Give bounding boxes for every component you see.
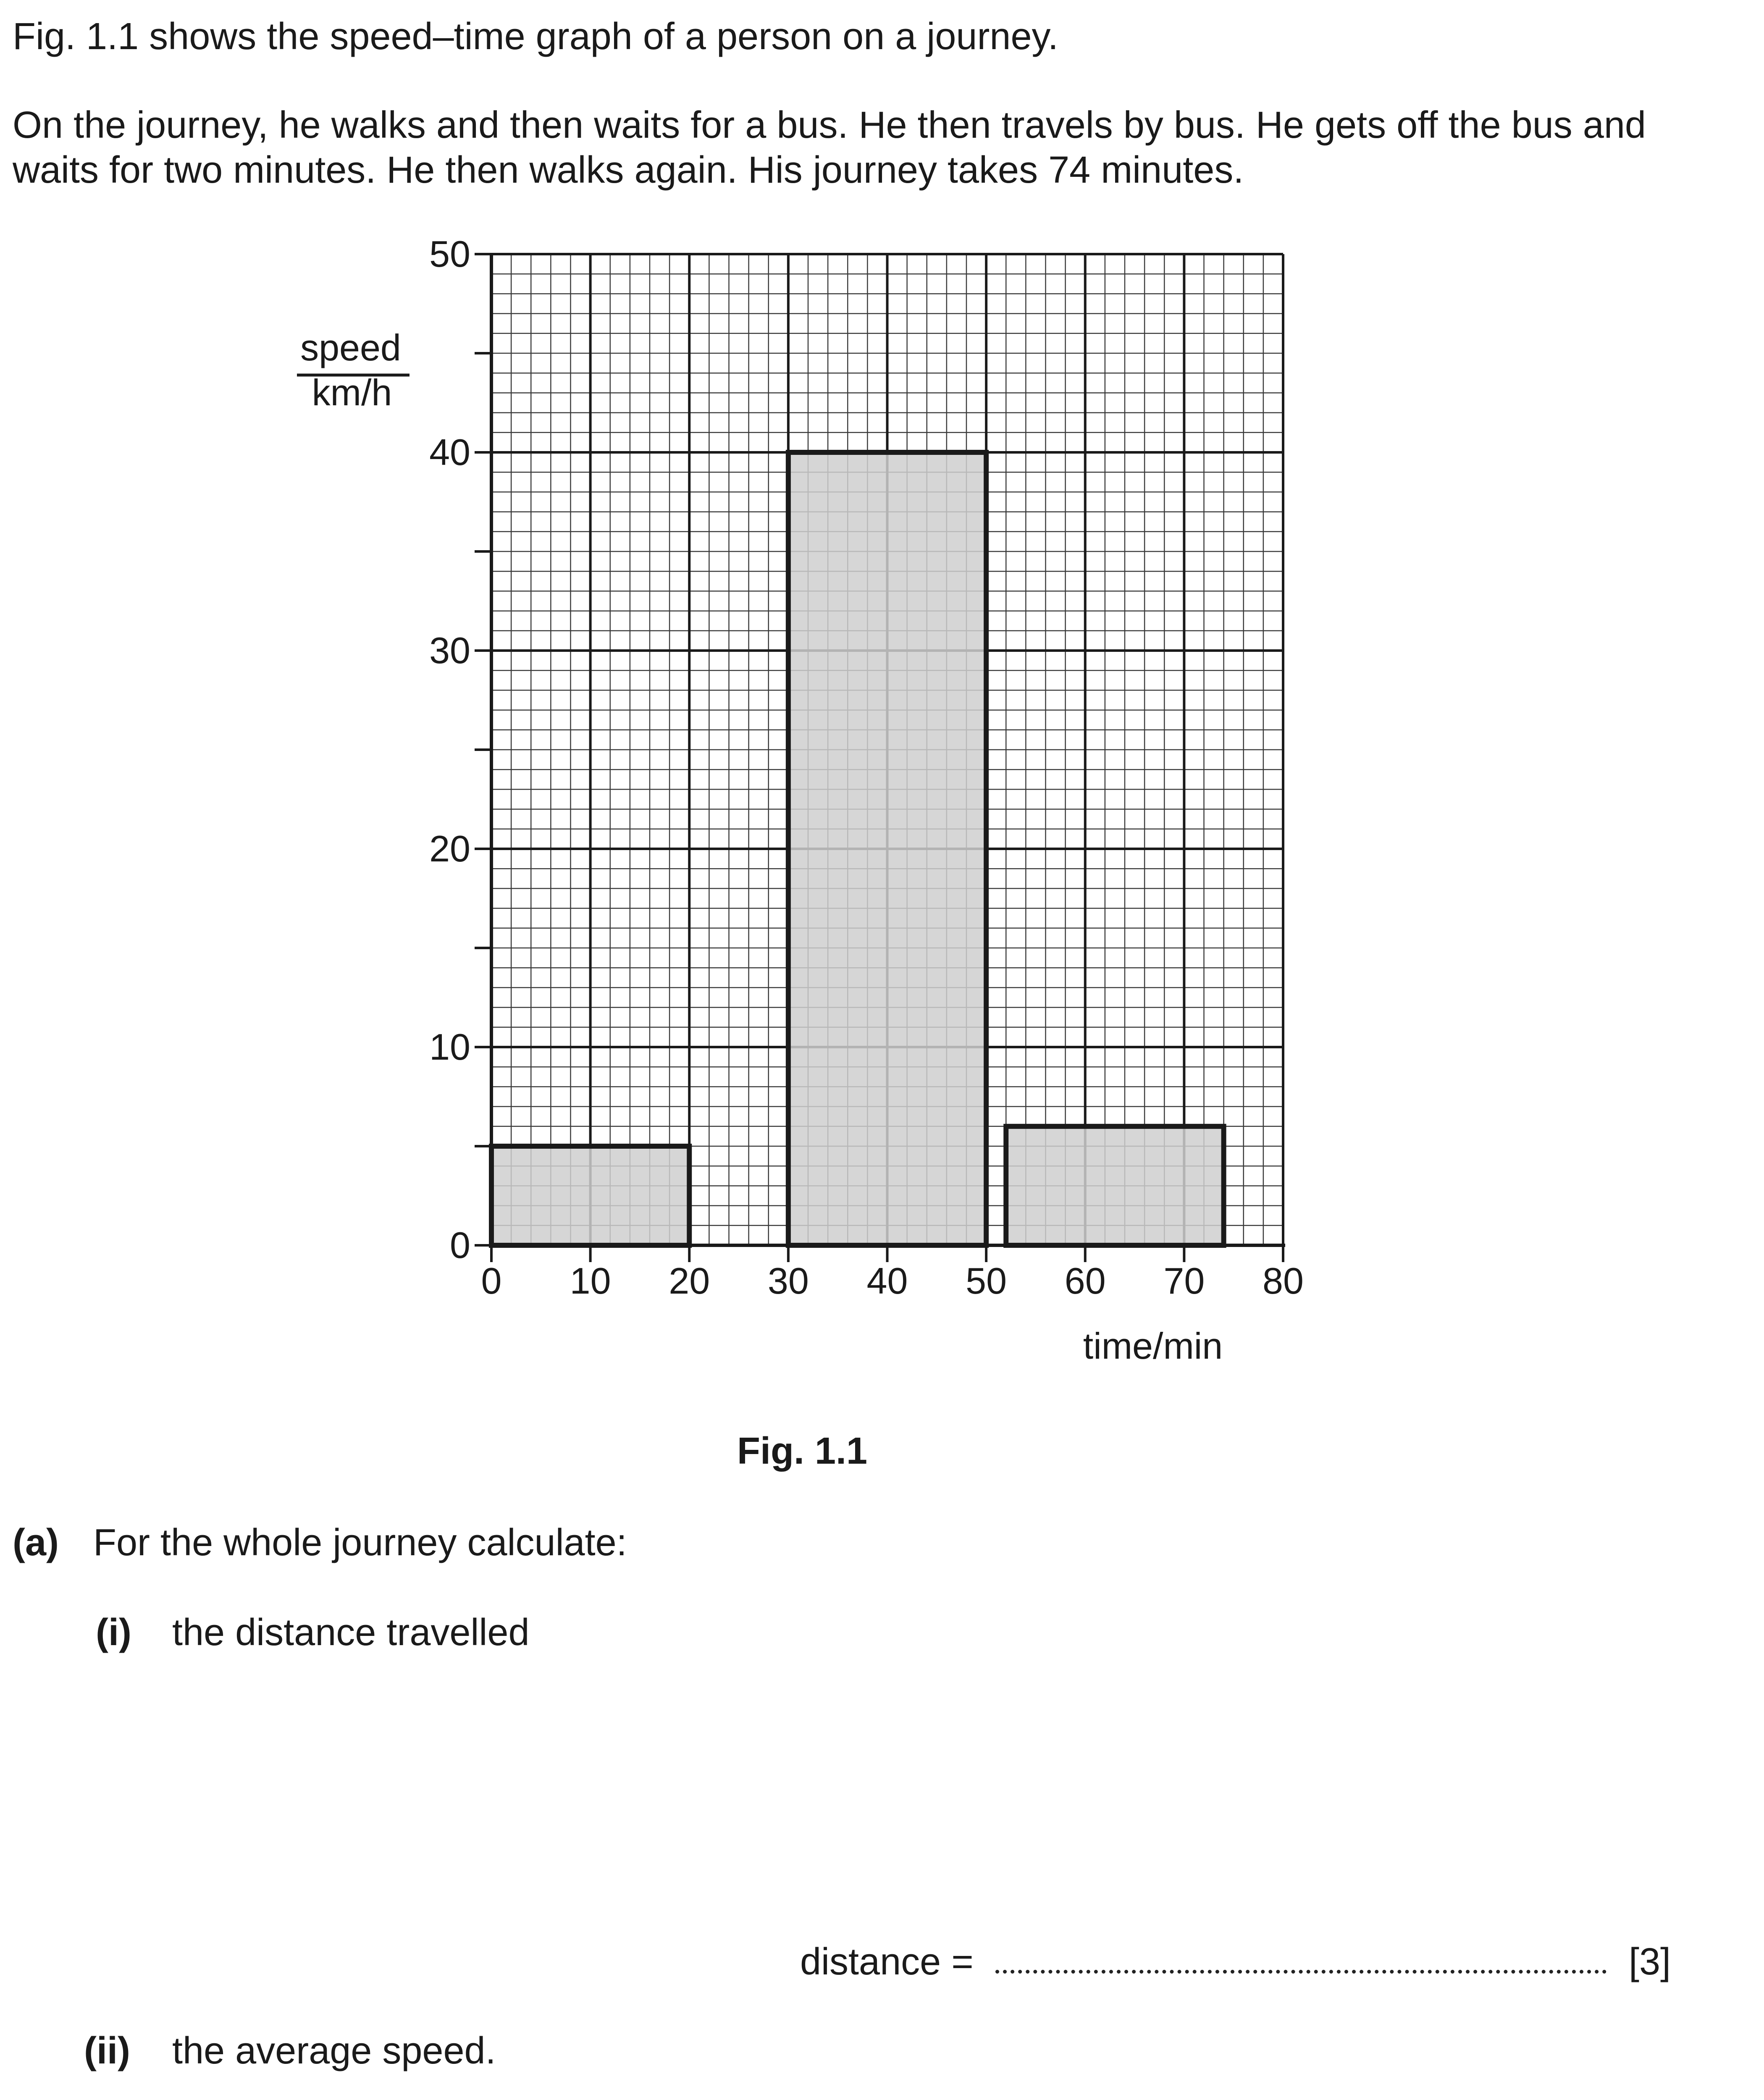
x-axis-label: time/min <box>1083 1325 1223 1367</box>
intro-line-3: waits for two minutes. He then walks again. His journey takes 74 minutes. <box>13 149 1244 191</box>
speed-segment-fill <box>1006 1126 1223 1245</box>
y-tick-label: 30 <box>429 630 470 671</box>
part-a-ii-label: (ii) <box>84 2030 130 2072</box>
part-a-text: For the whole journey calculate: <box>93 1522 627 1564</box>
intro-line-1: Fig. 1.1 shows the speed–time graph of a person on a journey. <box>13 16 1058 58</box>
x-tick-label: 60 <box>1064 1260 1106 1302</box>
intro-line-2: On the journey, he walks and then waits for a bus. He then travels by bus. He gets off the bus and <box>13 104 1646 146</box>
y-axis-label-top: speed <box>300 327 401 368</box>
distance-answer-label: distance = <box>800 1941 974 1983</box>
figure-caption: Fig. 1.1 <box>737 1430 868 1472</box>
y-axis-label-bottom: km/h <box>312 372 392 413</box>
part-a-i-text: the distance travelled <box>172 1612 530 1654</box>
x-tick-label: 0 <box>481 1260 502 1302</box>
speed-segment-fill <box>788 452 986 1245</box>
distance-answer-line[interactable] <box>995 1970 1606 1974</box>
y-tick-label: 20 <box>429 828 470 869</box>
part-a-i-label: (i) <box>96 1612 131 1654</box>
x-tick-label: 20 <box>669 1260 710 1302</box>
x-tick-label: 80 <box>1263 1260 1304 1302</box>
x-tick-label: 70 <box>1163 1260 1205 1302</box>
distance-marks: [3] <box>1629 1941 1671 1983</box>
y-tick-label: 0 <box>450 1224 470 1266</box>
y-tick-label: 40 <box>429 431 470 473</box>
y-tick-label: 10 <box>429 1026 470 1068</box>
speed-segment-fill <box>491 1146 689 1245</box>
part-a-label: (a) <box>13 1522 59 1564</box>
y-tick-label: 50 <box>429 233 470 275</box>
x-tick-label: 10 <box>570 1260 611 1302</box>
part-a-ii-text: the average speed. <box>172 2030 496 2072</box>
x-tick-label: 50 <box>966 1260 1007 1302</box>
x-tick-label: 40 <box>866 1260 908 1302</box>
x-tick-label: 30 <box>767 1260 809 1302</box>
